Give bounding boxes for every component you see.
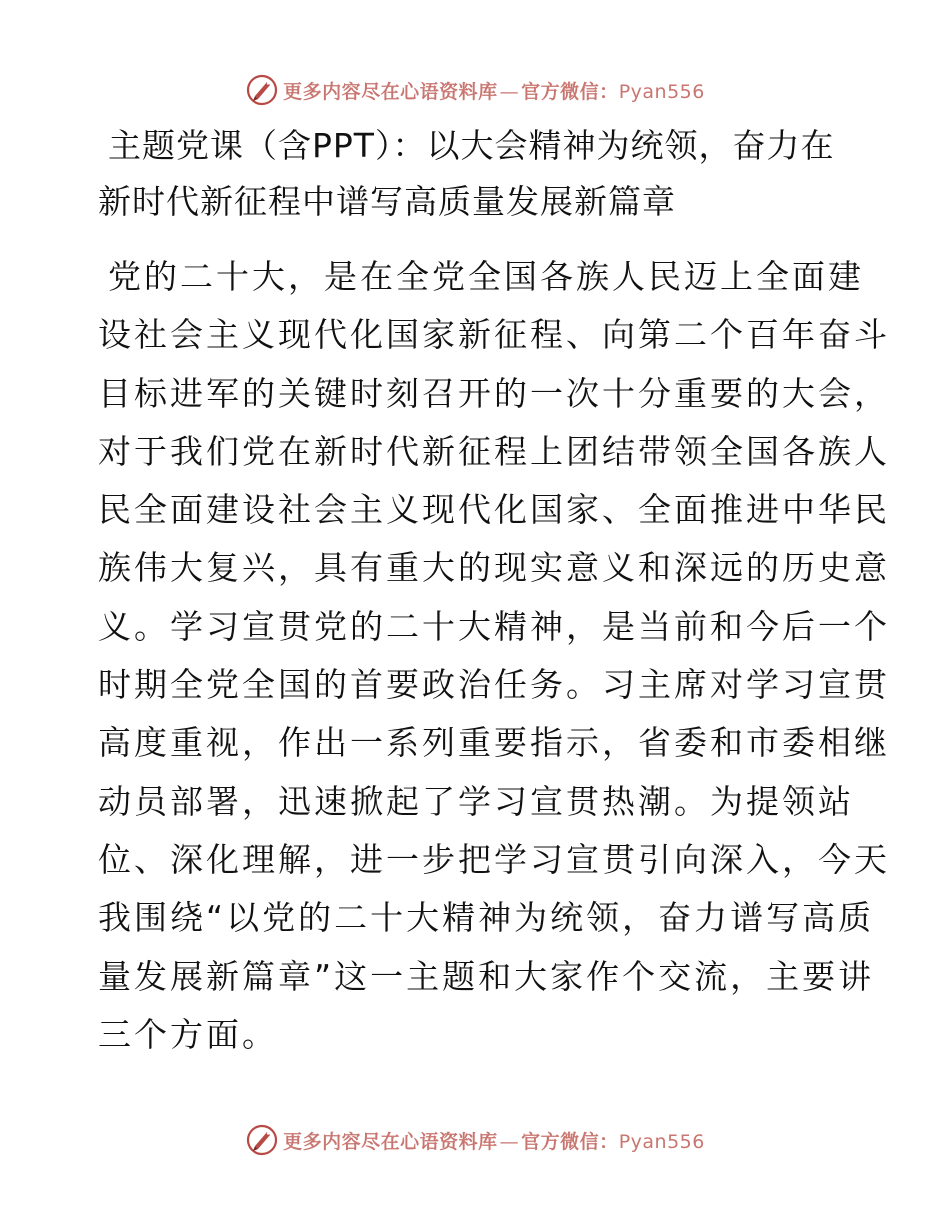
banner-wechat-id: Pyan556 bbox=[618, 80, 705, 103]
banner-main-text: 更多内容尽在心语资料库 bbox=[283, 1130, 498, 1153]
header-banner bbox=[0, 70, 950, 110]
body-paragraph bbox=[98, 248, 890, 1064]
banner-text bbox=[283, 1127, 705, 1154]
banner-separator: — bbox=[499, 1130, 520, 1153]
pen-circle-logo-icon bbox=[245, 73, 279, 107]
banner-separator: — bbox=[499, 80, 520, 103]
body-line: 设社会主义现代化国家新征程、向第二个百年奋斗 bbox=[98, 315, 890, 355]
body-line: 对于我们党在新时代新征程上团结带领全国各族人 bbox=[98, 431, 890, 471]
body-line: 党的二十大，是在全党全国各族人民迈上全面建 bbox=[108, 257, 864, 296]
body-line: 量发展新篇章”这一主题和大家作个交流，主要讲 bbox=[98, 956, 875, 996]
pen-circle-logo-icon bbox=[245, 1123, 279, 1157]
body-line: 高度重视，作出一系列重要指示，省委和市委相继 bbox=[98, 723, 890, 763]
footer-banner bbox=[0, 1120, 950, 1160]
banner-wechat-label: 官方微信： bbox=[521, 1130, 619, 1153]
title-line: 新时代新征程中谱写高质量发展新篇章 bbox=[98, 182, 676, 221]
body-line: 族伟大复兴，具有重大的现实意义和深远的历史意 bbox=[98, 548, 890, 588]
body-line: 义。学习宣贯党的二十大精神，是当前和今后一个 bbox=[98, 606, 890, 646]
title-line: 主题党课（含PPT）：以大会精神为统领，奋力在 bbox=[108, 126, 835, 165]
body-line: 动员部署，迅速掀起了学习宣贯热潮。为提领站 bbox=[98, 781, 854, 821]
banner-wechat-label: 官方微信： bbox=[521, 80, 619, 103]
document-title bbox=[98, 118, 858, 230]
body-line: 我围绕“以党的二十大精神为统领，奋力谱写高质 bbox=[98, 898, 875, 938]
banner-text bbox=[283, 77, 705, 104]
body-line: 位、深化理解，进一步把学习宣贯引向深入，今天 bbox=[98, 839, 890, 879]
banner-wechat-id: Pyan556 bbox=[618, 1130, 705, 1153]
body-line: 时期全党全国的首要政治任务。习主席对学习宣贯 bbox=[98, 665, 890, 705]
body-line: 目标进军的关键时刻召开的一次十分重要的大会， bbox=[98, 373, 890, 413]
body-line: 民全面建设社会主义现代化国家、全面推进中华民 bbox=[98, 490, 890, 530]
banner-main-text: 更多内容尽在心语资料库 bbox=[283, 80, 498, 103]
body-line: 三个方面。 bbox=[98, 1014, 278, 1054]
